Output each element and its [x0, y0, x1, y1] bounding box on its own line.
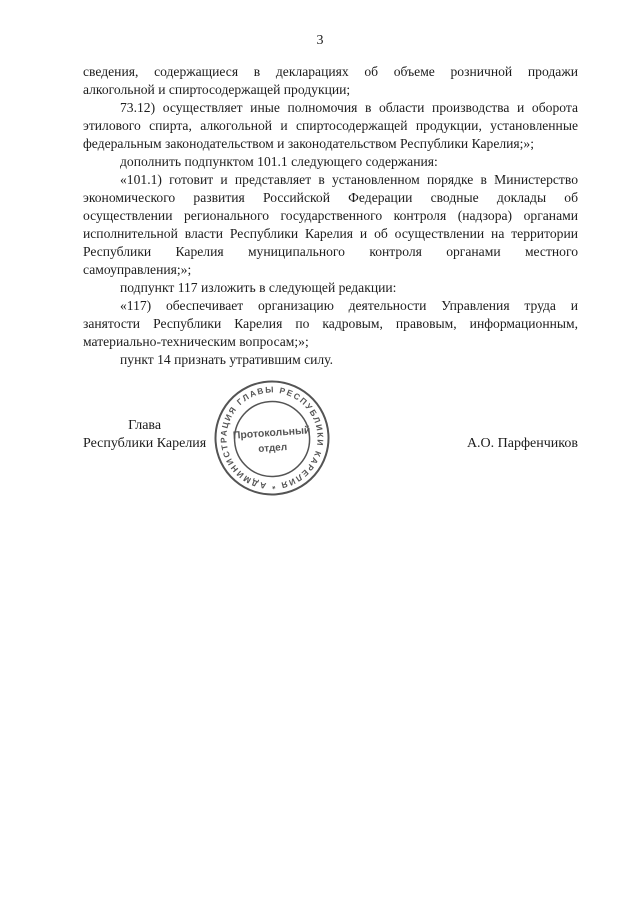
text-line: материально-техническим вопросам;»;: [83, 334, 309, 349]
page-number: 3: [316, 33, 324, 48]
paragraph: [83, 279, 578, 297]
text-line: этилового спирта, алкогольной и спиртосодержащей продукции, установленные: [83, 118, 578, 133]
paragraph: [83, 99, 578, 153]
document-body: [83, 63, 578, 369]
text-line: самоуправления;»;: [83, 262, 192, 277]
text-line: сведения, содержащиеся в декларациях об объеме розничной продажи: [83, 64, 578, 79]
paragraph: [83, 297, 578, 351]
text-line: «101.1) готовит и представляет в установленном порядке в Министерство: [120, 172, 578, 187]
text-line: экономического развития Российской Федерации сводные доклады об: [83, 190, 578, 205]
signatory-title-line2: Республики Карелия: [83, 436, 207, 451]
paragraph: [83, 351, 578, 369]
text-line: федеральным законодательством и законодательством Республики Карелия;»;: [83, 136, 535, 151]
text-line: подпункт 117 изложить в следующей редакции:: [120, 280, 397, 295]
stamp-center-line1: Протокольный: [232, 424, 311, 442]
text-line: осуществлении регионального государственного контроля (надзора) органами: [83, 208, 578, 223]
text-line: исполнительной власти Республики Карелия и об осуществлении на территории: [83, 226, 578, 241]
text-line: занятости Республики Карелия по кадровым, правовым, информационным,: [83, 316, 578, 331]
signatory-title-line1: Глава: [128, 418, 162, 433]
stamp-ring-text: * АДМИНИСТРАЦИЯ ГЛАВЫ РЕСПУБЛИКИ КАРЕЛИЯ: [218, 384, 326, 492]
paragraph: [83, 63, 578, 99]
signatory-name: А.О. Парфенчиков: [466, 436, 578, 451]
paragraph: [83, 153, 578, 171]
text-line: «117) обеспечивает организацию деятельности Управления труда и: [120, 298, 578, 313]
text-line: 73.12) осуществляет иные полномочия в области производства и оборота: [120, 100, 578, 115]
text-line: алкогольной и спиртосодержащей продукции;: [83, 82, 351, 97]
paragraph: [83, 171, 578, 279]
signatory-title: [83, 417, 206, 453]
stamp-center-line2: отдел: [257, 441, 288, 455]
text-line: пункт 14 признать утратившим силу.: [120, 352, 333, 367]
text-line: дополнить подпунктом 101.1 следующего содержания:: [120, 154, 438, 169]
text-line: Республики Карелия муниципального контроля органами местного: [83, 244, 578, 259]
signature-block: [83, 417, 578, 453]
